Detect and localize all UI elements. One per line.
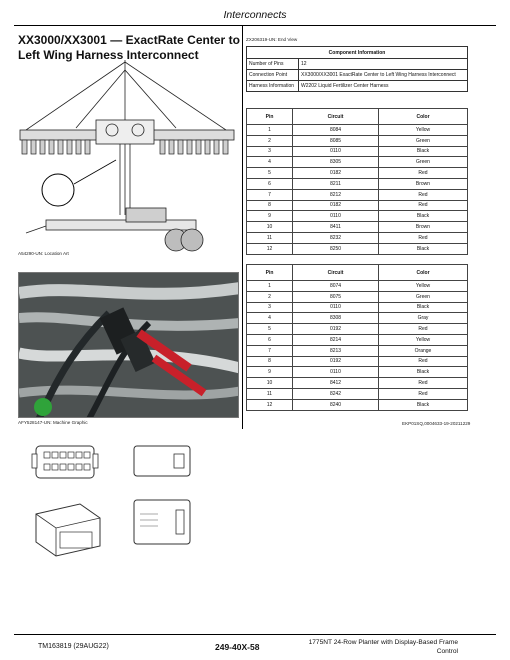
footer-rule bbox=[14, 634, 496, 635]
connector-side-view bbox=[128, 440, 198, 484]
pin-cell-pin: 5 bbox=[247, 168, 293, 179]
pin-cell-pin: 6 bbox=[247, 178, 293, 189]
pin-cell-color: Black bbox=[379, 146, 468, 157]
pin-cell-color: Black bbox=[379, 211, 468, 222]
pin-cell-circuit: 8084 bbox=[293, 125, 379, 136]
pin-cell-color: Brown bbox=[379, 222, 468, 233]
connector-iso-drawing bbox=[28, 494, 108, 560]
pin-cell-color: Red bbox=[379, 324, 468, 335]
pin-cell-pin: 1 bbox=[247, 125, 293, 136]
pin-cell-circuit: 8232 bbox=[293, 232, 379, 243]
location-art-caption: A54290-UN: Location Art bbox=[18, 251, 69, 256]
connector-face-view bbox=[30, 440, 102, 486]
footer-doc-number: TM163819 (29AUG22) bbox=[38, 643, 109, 650]
pin-cell-pin: 3 bbox=[247, 302, 293, 313]
table-row bbox=[247, 125, 468, 136]
component-info-value: 12 bbox=[299, 59, 468, 70]
pin-cell-color: Red bbox=[379, 388, 468, 399]
pin-cell-circuit: 8250 bbox=[293, 243, 379, 254]
table-row bbox=[247, 291, 468, 302]
pin-cell-pin: 12 bbox=[247, 243, 293, 254]
component-info-key: Number of Pins bbox=[247, 59, 299, 70]
component-info-key: Harness Information bbox=[247, 81, 299, 92]
pin-cell-color: Green bbox=[379, 291, 468, 302]
pin-cell-circuit: 8085 bbox=[293, 135, 379, 146]
pin-cell-pin: 12 bbox=[247, 399, 293, 410]
table-row bbox=[247, 388, 468, 399]
pin-cell-color: Red bbox=[379, 378, 468, 389]
table-row bbox=[247, 178, 468, 189]
pin-cell-pin: 2 bbox=[247, 135, 293, 146]
pin-cell-circuit: 8075 bbox=[293, 291, 379, 302]
pin-cell-circuit: 0192 bbox=[293, 356, 379, 367]
pin-cell-color: Gray bbox=[379, 313, 468, 324]
pin-cell-pin: 11 bbox=[247, 232, 293, 243]
table-row bbox=[247, 70, 468, 81]
pin-cell-pin: 7 bbox=[247, 189, 293, 200]
pin-cell-circuit: 8308 bbox=[293, 313, 379, 324]
pin-cell-color: Yellow bbox=[379, 334, 468, 345]
pin-cell-color: Green bbox=[379, 157, 468, 168]
planter-location-art bbox=[16, 50, 238, 258]
component-info-heading: Component Information bbox=[247, 47, 468, 59]
pin-cell-color: Red bbox=[379, 200, 468, 211]
pin-cell-pin: 2 bbox=[247, 291, 293, 302]
section-title: XX3000/XX3001 — ExactRate Center to Left Wing Harness Interconnect bbox=[18, 33, 240, 62]
pin-cell-color: Black bbox=[379, 243, 468, 254]
pin-cell-pin: 10 bbox=[247, 378, 293, 389]
component-info-key: Connection Point bbox=[247, 70, 299, 81]
table-row bbox=[247, 324, 468, 335]
component-info-value: W2202 Liquid Fertilizer Center Harness bbox=[299, 81, 468, 92]
connector-face-drawing bbox=[30, 440, 102, 486]
pin-cell-circuit: 8074 bbox=[293, 281, 379, 292]
pin-cell-circuit: 8305 bbox=[293, 157, 379, 168]
column-divider bbox=[242, 26, 243, 429]
table-row bbox=[247, 334, 468, 345]
pin-cell-circuit: 0110 bbox=[293, 146, 379, 157]
connector-top-view bbox=[128, 494, 200, 554]
pin-cell-circuit: 8412 bbox=[293, 378, 379, 389]
connector-side-drawing bbox=[128, 440, 198, 484]
pin-cell-pin: 8 bbox=[247, 200, 293, 211]
pin-cell-color: Orange bbox=[379, 345, 468, 356]
header-rule bbox=[14, 25, 496, 26]
connector-top-drawing bbox=[128, 494, 200, 554]
table-row bbox=[247, 157, 468, 168]
table-row bbox=[247, 189, 468, 200]
table-row bbox=[247, 313, 468, 324]
pin-cell-circuit: 0192 bbox=[293, 324, 379, 335]
table-row bbox=[247, 59, 468, 70]
pin-cell-color: Yellow bbox=[379, 281, 468, 292]
planter-drawing bbox=[16, 50, 238, 258]
doc-id-caption: EKP01SQ,0004633-19-20211229 bbox=[402, 421, 471, 426]
pin-cell-circuit: 0110 bbox=[293, 302, 379, 313]
color-header: Color bbox=[379, 109, 468, 125]
pin-cell-color: Black bbox=[379, 367, 468, 378]
pin-cell-color: Black bbox=[379, 302, 468, 313]
table-row bbox=[247, 232, 468, 243]
table-row bbox=[247, 243, 468, 254]
harness-photo bbox=[18, 272, 239, 418]
pin-cell-color: Black bbox=[379, 399, 468, 410]
end-view-caption: ZX206319-UN: End View bbox=[246, 37, 298, 42]
pin-cell-color: Brown bbox=[379, 178, 468, 189]
table-row bbox=[247, 222, 468, 233]
footer-title: 1775NT 24-Row Planter with Display-Based Frame Control bbox=[308, 639, 458, 655]
pin-cell-circuit: 8212 bbox=[293, 189, 379, 200]
pin-cell-circuit: 0110 bbox=[293, 367, 379, 378]
pin-cell-circuit: 8214 bbox=[293, 334, 379, 345]
circuit-header: Circuit bbox=[293, 109, 379, 125]
table-row bbox=[247, 81, 468, 92]
pin-cell-pin: 11 bbox=[247, 388, 293, 399]
pin-cell-circuit: 0182 bbox=[293, 168, 379, 179]
connector-iso-view bbox=[28, 494, 108, 560]
pin-cell-circuit: 8411 bbox=[293, 222, 379, 233]
pin-cell-pin: 1 bbox=[247, 281, 293, 292]
color-header: Color bbox=[379, 265, 468, 281]
pin-cell-color: Red bbox=[379, 189, 468, 200]
pin-cell-pin: 5 bbox=[247, 324, 293, 335]
circuit-header: Circuit bbox=[293, 265, 379, 281]
pin-cell-color: Red bbox=[379, 232, 468, 243]
table-row bbox=[247, 146, 468, 157]
pin-cell-color: Red bbox=[379, 168, 468, 179]
pin-cell-circuit: 0110 bbox=[293, 211, 379, 222]
pin-cell-pin: 9 bbox=[247, 211, 293, 222]
pin-cell-pin: 10 bbox=[247, 222, 293, 233]
table-row bbox=[247, 378, 468, 389]
pin-cell-circuit: 0182 bbox=[293, 200, 379, 211]
pin-cell-circuit: 8211 bbox=[293, 178, 379, 189]
component-info-value: XX3000/XX3001 ExactRate Center to Left Wing Harness Interconnect bbox=[299, 70, 468, 81]
table-row bbox=[247, 200, 468, 211]
pin-cell-pin: 4 bbox=[247, 313, 293, 324]
pin-table-location bbox=[246, 264, 468, 411]
table-row bbox=[247, 367, 468, 378]
pin-cell-pin: 6 bbox=[247, 334, 293, 345]
pin-cell-circuit: 8240 bbox=[293, 399, 379, 410]
table-row bbox=[247, 135, 468, 146]
pin-cell-pin: 8 bbox=[247, 356, 293, 367]
table-row bbox=[247, 211, 468, 222]
pin-cell-color: Green bbox=[379, 135, 468, 146]
footer-page-number: 249-40X-58 bbox=[215, 642, 260, 652]
table-row bbox=[247, 399, 468, 410]
pin-cell-circuit: 8242 bbox=[293, 388, 379, 399]
table-row bbox=[247, 356, 468, 367]
pin-cell-pin: 9 bbox=[247, 367, 293, 378]
header-section-title: Interconnects bbox=[223, 9, 287, 21]
pin-cell-color: Red bbox=[379, 356, 468, 367]
pin-cell-circuit: 8213 bbox=[293, 345, 379, 356]
table-row bbox=[247, 345, 468, 356]
pin-cell-color: Yellow bbox=[379, 125, 468, 136]
pin-header: Pin bbox=[247, 265, 293, 281]
table-row bbox=[247, 281, 468, 292]
pin-table-end-view bbox=[246, 108, 468, 255]
table-row bbox=[247, 302, 468, 313]
table-row bbox=[247, 168, 468, 179]
pin-cell-pin: 7 bbox=[247, 345, 293, 356]
pin-header: Pin bbox=[247, 109, 293, 125]
machine-graphic-caption: AFY528147-UN: Machine Graphic bbox=[18, 420, 88, 425]
harness-photo-drawing bbox=[19, 273, 239, 418]
pin-cell-pin: 4 bbox=[247, 157, 293, 168]
pin-cell-pin: 3 bbox=[247, 146, 293, 157]
component-info-table bbox=[246, 46, 468, 92]
